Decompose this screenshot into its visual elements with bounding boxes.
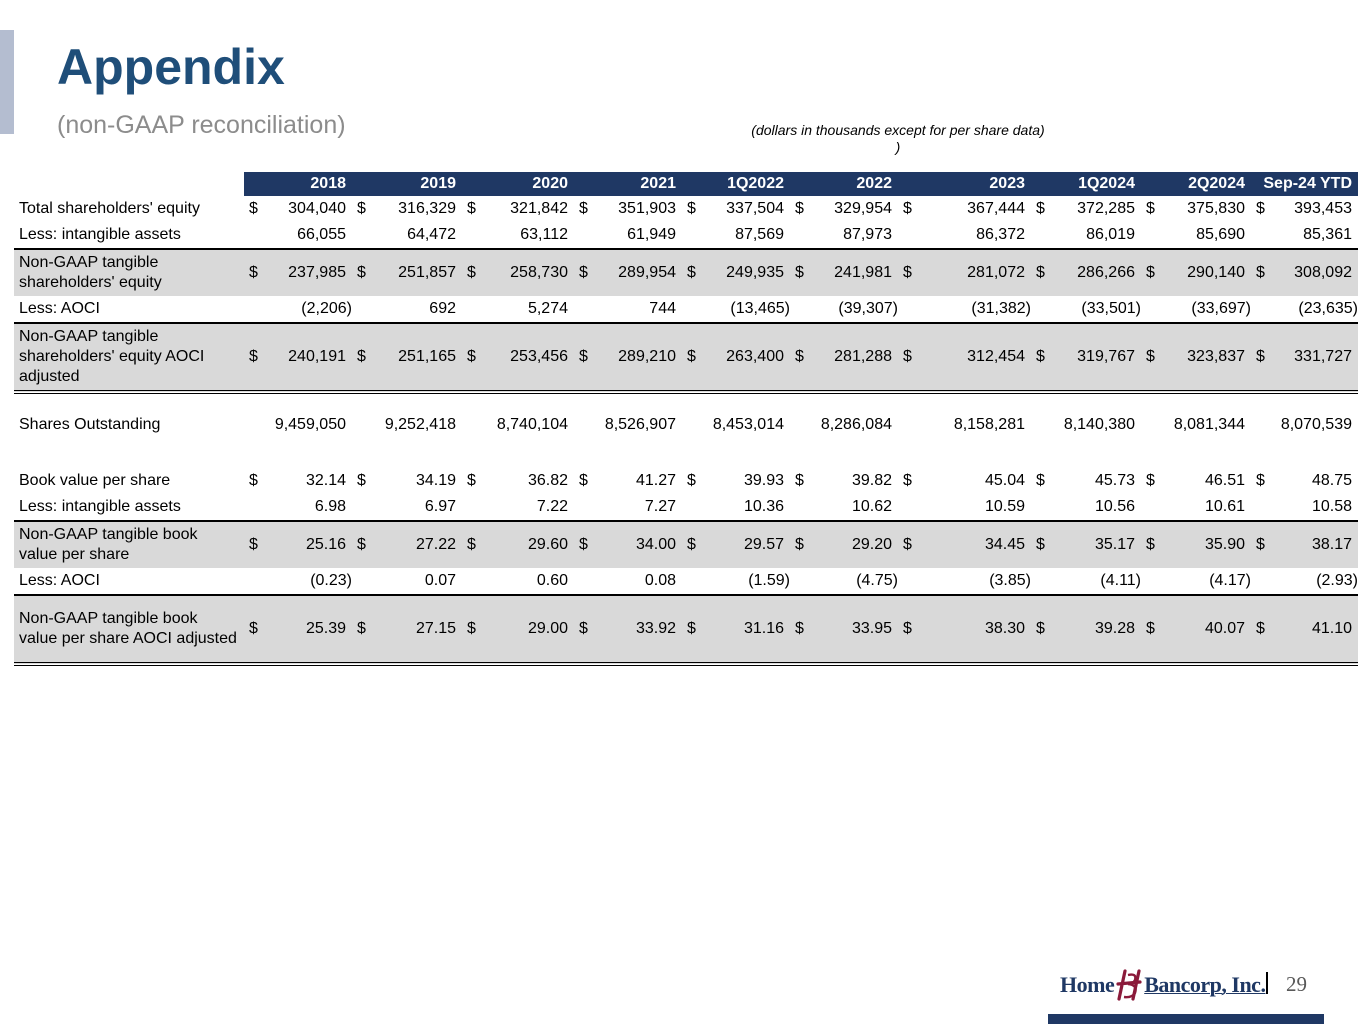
value-cell: 8,081,344	[1173, 416, 1245, 433]
value-cell: 289,954	[589, 249, 682, 296]
value-cell: 10.56	[1094, 498, 1135, 515]
table-row	[14, 323, 1358, 392]
dollar-sign-cell	[244, 568, 259, 595]
value-cell: 692	[429, 300, 456, 317]
value-cell: 312,454	[913, 323, 1031, 392]
dollar-sign-cell: $	[1251, 521, 1266, 568]
spacer-row	[14, 392, 1358, 412]
dollar-sign-cell: $	[1251, 249, 1266, 296]
value-cell: (4.17)	[1209, 572, 1251, 589]
dollar-sign-cell	[352, 222, 367, 249]
dollar-sign-cell: $	[352, 521, 367, 568]
dollar-sign-cell: $	[579, 200, 588, 217]
dollar-sign-cell	[790, 568, 805, 595]
value-cell: 29.57	[697, 521, 790, 568]
value-cell: 281,288	[805, 323, 898, 392]
dollar-sign-cell: $	[898, 521, 913, 568]
dollar-sign-cell	[244, 296, 259, 323]
dollar-sign-cell	[244, 222, 259, 249]
dollar-sign-cell: $	[682, 595, 697, 664]
page-subtitle: (non-GAAP reconciliation)	[57, 111, 346, 139]
value-cell: (39,307)	[838, 300, 898, 317]
dollar-sign-cell	[1141, 222, 1156, 249]
value-cell: 34.00	[589, 521, 682, 568]
value-cell: 38.17	[1266, 521, 1358, 568]
dollar-sign-cell: $	[574, 521, 589, 568]
table-row	[14, 222, 1358, 249]
dollar-sign-cell: $	[1141, 323, 1156, 392]
value-cell: 10.36	[743, 498, 784, 515]
dollar-sign-cell	[1031, 222, 1046, 249]
dollar-sign-cell: $	[352, 323, 367, 392]
value-cell: 281,072	[913, 249, 1031, 296]
value-cell: 36.82	[527, 472, 568, 489]
dollar-sign-cell: $	[790, 249, 805, 296]
dollar-sign-cell	[574, 494, 589, 521]
dollar-sign-cell: $	[462, 323, 477, 392]
dollar-sign-cell	[462, 568, 477, 595]
row-label: Less: AOCI	[19, 300, 100, 317]
value-cell: 9,459,050	[274, 416, 346, 433]
page-number: 29	[1286, 972, 1307, 996]
dollar-sign-cell: $	[244, 521, 259, 568]
table-row	[14, 494, 1358, 521]
dollar-sign-cell: $	[903, 200, 912, 217]
dollar-sign-cell: $	[682, 323, 697, 392]
value-cell: 393,453	[1294, 200, 1352, 217]
value-cell: (2.93)	[1316, 572, 1358, 589]
dollar-sign-cell	[1141, 296, 1156, 323]
dollar-sign-cell: $	[467, 472, 476, 489]
spacer-row	[14, 438, 1358, 468]
value-cell: (1.59)	[748, 572, 790, 589]
value-cell: 8,526,907	[604, 416, 676, 433]
dollar-sign-cell	[790, 412, 805, 438]
row-label: Non-GAAP tangible shareholders' equity	[14, 249, 244, 296]
table-row	[14, 249, 1358, 296]
dollar-sign-cell: $	[1256, 472, 1265, 489]
row-label: Non-GAAP tangible book value per share AOCI adjusted	[14, 595, 244, 664]
value-cell: (33,501)	[1081, 300, 1141, 317]
value-cell: 372,285	[1077, 200, 1135, 217]
value-cell: 85,690	[1196, 226, 1245, 243]
row-label: Book value per share	[19, 472, 171, 489]
dollar-sign-cell: $	[1036, 472, 1045, 489]
value-cell: 375,830	[1187, 200, 1245, 217]
value-cell: (3.85)	[989, 572, 1031, 589]
value-cell: 8,140,380	[1063, 416, 1135, 433]
dollar-sign-cell	[682, 222, 697, 249]
dollar-sign-cell: $	[1031, 323, 1046, 392]
dollar-sign-cell: $	[682, 249, 697, 296]
value-cell: 240,191	[259, 323, 352, 392]
dollar-sign-cell: $	[795, 200, 804, 217]
value-cell: 35.90	[1156, 521, 1251, 568]
value-cell: 86,019	[1086, 226, 1135, 243]
value-cell: 10.62	[851, 498, 892, 515]
dollar-sign-cell: $	[1036, 200, 1045, 217]
dollar-sign-cell	[1141, 412, 1156, 438]
row-label: Less: AOCI	[19, 572, 100, 589]
value-cell: 39.93	[743, 472, 784, 489]
value-cell: 289,210	[589, 323, 682, 392]
row-label: Total shareholders' equity	[19, 200, 200, 217]
column-header: 2022	[790, 172, 898, 196]
dollar-sign-cell	[898, 412, 913, 438]
value-cell: 6.97	[424, 498, 456, 515]
dollar-sign-cell	[1031, 412, 1046, 438]
dollar-sign-cell: $	[244, 323, 259, 392]
dollar-sign-cell	[1251, 568, 1266, 595]
value-cell: 35.17	[1046, 521, 1141, 568]
page-title: Appendix	[57, 39, 285, 95]
value-cell: 241,981	[805, 249, 898, 296]
reconciliation-table	[14, 172, 1358, 666]
value-cell: 319,767	[1046, 323, 1141, 392]
value-cell: 63,112	[520, 226, 568, 243]
value-cell: 0.60	[536, 572, 568, 589]
title-accent-bar	[0, 30, 14, 134]
value-cell: 33.95	[805, 595, 898, 664]
dollar-sign-cell	[574, 222, 589, 249]
footer-brand-bar	[1048, 1014, 1324, 1024]
value-cell: 6.98	[314, 498, 346, 515]
value-cell: (23,635)	[1298, 300, 1358, 317]
value-cell: 286,266	[1046, 249, 1141, 296]
dollar-sign-cell: $	[1031, 249, 1046, 296]
value-cell: 321,842	[510, 200, 568, 217]
dollar-sign-cell: $	[903, 472, 912, 489]
value-cell: 331,727	[1266, 323, 1358, 392]
dollar-sign-cell	[1031, 296, 1046, 323]
table-header-row	[14, 172, 1358, 196]
dollar-sign-cell: $	[1141, 595, 1156, 664]
value-cell: (2,206)	[301, 300, 352, 317]
dollar-sign-cell: $	[249, 472, 258, 489]
value-cell: 31.16	[697, 595, 790, 664]
column-header: 2021	[574, 172, 682, 196]
dollar-sign-cell: $	[467, 200, 476, 217]
dollar-sign-cell	[574, 568, 589, 595]
column-header: Sep-24 YTD	[1251, 172, 1358, 196]
row-label: Non-GAAP tangible shareholders' equity AOCI adjusted	[14, 323, 244, 392]
column-header: 2019	[352, 172, 462, 196]
value-cell: 8,740,104	[496, 416, 568, 433]
value-cell: 29.00	[477, 595, 574, 664]
value-cell: 33.92	[589, 595, 682, 664]
value-cell: 10.59	[984, 498, 1025, 515]
dollar-sign-cell: $	[687, 200, 696, 217]
value-cell: 39.28	[1046, 595, 1141, 664]
value-cell: 27.15	[367, 595, 462, 664]
dollar-sign-cell	[352, 412, 367, 438]
value-cell: 744	[649, 300, 676, 317]
value-cell: 64,472	[407, 226, 456, 243]
value-cell: 323,837	[1156, 323, 1251, 392]
column-header: 2018	[244, 172, 352, 196]
table-row	[14, 595, 1358, 664]
dollar-sign-cell: $	[898, 323, 913, 392]
value-cell: 25.39	[259, 595, 352, 664]
dollar-sign-cell	[352, 494, 367, 521]
value-cell: 29.60	[477, 521, 574, 568]
dollar-sign-cell	[462, 296, 477, 323]
row-label: Less: intangible assets	[19, 498, 181, 515]
dollar-sign-cell	[462, 222, 477, 249]
table-row	[14, 412, 1358, 438]
dollar-sign-cell	[1031, 568, 1046, 595]
dollar-sign-cell: $	[579, 472, 588, 489]
dollar-sign-cell: $	[357, 200, 366, 217]
value-cell: 308,092	[1266, 249, 1358, 296]
value-cell: 66,055	[297, 226, 346, 243]
table-row	[14, 468, 1358, 494]
dollar-sign-cell: $	[1141, 249, 1156, 296]
column-header: 2020	[462, 172, 574, 196]
value-cell: 10.58	[1311, 498, 1352, 515]
dollar-sign-cell	[1141, 494, 1156, 521]
dollar-sign-cell: $	[1031, 521, 1046, 568]
value-cell: 87,569	[735, 226, 784, 243]
value-cell: 7.22	[536, 498, 568, 515]
hb-monogram-icon	[1115, 969, 1143, 1001]
dollar-sign-cell: $	[574, 595, 589, 664]
column-header: 2Q2024	[1141, 172, 1251, 196]
row-label: Shares Outstanding	[19, 416, 161, 433]
company-logo	[1060, 968, 1265, 1002]
value-cell: (33,697)	[1191, 300, 1251, 317]
dollar-sign-cell	[352, 296, 367, 323]
dollar-sign-cell	[790, 494, 805, 521]
value-cell: (13,465)	[730, 300, 790, 317]
value-cell: 263,400	[697, 323, 790, 392]
dollar-sign-cell: $	[462, 521, 477, 568]
column-header: 1Q2022	[682, 172, 790, 196]
table-row	[14, 521, 1358, 568]
dollar-sign-cell	[244, 412, 259, 438]
logo-word-home: Home	[1060, 972, 1115, 997]
value-cell: 8,158,281	[953, 416, 1025, 433]
table-row	[14, 296, 1358, 323]
dollar-sign-cell: $	[352, 249, 367, 296]
value-cell: 48.75	[1311, 472, 1352, 489]
value-cell: 34.19	[415, 472, 456, 489]
value-cell: 304,040	[288, 200, 346, 217]
dollar-sign-cell: $	[462, 595, 477, 664]
dollar-sign-cell: $	[352, 595, 367, 664]
value-cell: 8,286,084	[820, 416, 892, 433]
dollar-sign-cell: $	[244, 595, 259, 664]
value-cell: 351,903	[618, 200, 676, 217]
logo-word-bancorp: Bancorp, Inc.	[1144, 972, 1266, 997]
dollar-sign-cell: $	[1146, 200, 1155, 217]
dollar-sign-cell	[574, 412, 589, 438]
column-header: 2023	[898, 172, 1031, 196]
column-header: 1Q2024	[1031, 172, 1141, 196]
table-row	[14, 568, 1358, 595]
dollar-sign-cell	[790, 222, 805, 249]
value-cell: 41.10	[1266, 595, 1358, 664]
value-cell: 39.82	[851, 472, 892, 489]
dollar-sign-cell	[462, 494, 477, 521]
page-number-separator	[1266, 972, 1268, 994]
value-cell: 40.07	[1156, 595, 1251, 664]
dollar-sign-cell: $	[790, 323, 805, 392]
dollar-sign-cell: $	[898, 595, 913, 664]
dollar-sign-cell: $	[1146, 472, 1155, 489]
value-cell: 45.73	[1094, 472, 1135, 489]
dollar-sign-cell: $	[898, 249, 913, 296]
value-cell: 8,453,014	[712, 416, 784, 433]
dollar-sign-cell	[1251, 494, 1266, 521]
value-cell: 7.27	[644, 498, 676, 515]
dollar-sign-cell: $	[574, 323, 589, 392]
dollar-sign-cell	[1251, 222, 1266, 249]
value-cell: 10.61	[1204, 498, 1245, 515]
dollar-sign-cell	[682, 494, 697, 521]
value-cell: 25.16	[259, 521, 352, 568]
value-cell: 85,361	[1303, 226, 1352, 243]
dollar-sign-cell	[462, 412, 477, 438]
dollar-sign-cell	[244, 494, 259, 521]
dollar-sign-cell: $	[795, 472, 804, 489]
value-cell: (4.75)	[856, 572, 898, 589]
dollar-sign-cell	[682, 296, 697, 323]
value-cell: 86,372	[976, 226, 1025, 243]
value-cell: 8,070,539	[1280, 416, 1352, 433]
value-cell: 237,985	[259, 249, 352, 296]
value-cell: 251,857	[367, 249, 462, 296]
value-cell: (4.11)	[1100, 572, 1141, 589]
value-cell: 249,935	[697, 249, 790, 296]
value-cell: 0.07	[424, 572, 456, 589]
dollar-sign-cell	[790, 296, 805, 323]
dollar-sign-cell	[574, 296, 589, 323]
header-label-cell	[14, 172, 244, 196]
value-cell: 38.30	[913, 595, 1031, 664]
value-cell: 0.08	[644, 572, 676, 589]
value-cell: (0.23)	[310, 572, 352, 589]
value-cell: 29.20	[805, 521, 898, 568]
value-cell: (31,382)	[971, 300, 1031, 317]
value-cell: 9,252,418	[384, 416, 456, 433]
dollar-sign-cell: $	[682, 521, 697, 568]
table-row	[14, 196, 1358, 222]
dollar-sign-cell: $	[790, 595, 805, 664]
dollar-sign-cell	[898, 296, 913, 323]
value-cell: 87,973	[843, 226, 892, 243]
units-note: (dollars in thousands except for per share data) )	[751, 122, 1045, 155]
dollar-sign-cell: $	[1256, 200, 1265, 217]
row-label: Less: intangible assets	[19, 226, 181, 243]
value-cell: 367,444	[967, 200, 1025, 217]
dollar-sign-cell	[898, 568, 913, 595]
value-cell: 337,504	[726, 200, 784, 217]
value-cell: 253,456	[477, 323, 574, 392]
dollar-sign-cell: $	[249, 200, 258, 217]
value-cell: 290,140	[1156, 249, 1251, 296]
dollar-sign-cell	[682, 568, 697, 595]
value-cell: 316,329	[398, 200, 456, 217]
dollar-sign-cell: $	[574, 249, 589, 296]
value-cell: 46.51	[1204, 472, 1245, 489]
dollar-sign-cell	[1251, 296, 1266, 323]
value-cell: 27.22	[367, 521, 462, 568]
value-cell: 5,274	[527, 300, 568, 317]
value-cell: 32.14	[305, 472, 346, 489]
value-cell: 251,165	[367, 323, 462, 392]
dollar-sign-cell	[1141, 568, 1156, 595]
dollar-sign-cell	[898, 222, 913, 249]
dollar-sign-cell	[682, 412, 697, 438]
dollar-sign-cell: $	[1251, 323, 1266, 392]
dollar-sign-cell	[1251, 412, 1266, 438]
value-cell: 61,949	[627, 226, 676, 243]
dollar-sign-cell: $	[357, 472, 366, 489]
dollar-sign-cell: $	[687, 472, 696, 489]
dollar-sign-cell: $	[1141, 521, 1156, 568]
row-label: Non-GAAP tangible book value per share	[14, 521, 244, 568]
dollar-sign-cell	[1031, 494, 1046, 521]
value-cell: 41.27	[635, 472, 676, 489]
dollar-sign-cell: $	[790, 521, 805, 568]
value-cell: 329,954	[834, 200, 892, 217]
dollar-sign-cell: $	[462, 249, 477, 296]
value-cell: 34.45	[913, 521, 1031, 568]
dollar-sign-cell	[352, 568, 367, 595]
value-cell: 258,730	[477, 249, 574, 296]
dollar-sign-cell: $	[1031, 595, 1046, 664]
dollar-sign-cell: $	[244, 249, 259, 296]
dollar-sign-cell: $	[1251, 595, 1266, 664]
dollar-sign-cell	[898, 494, 913, 521]
value-cell: 45.04	[984, 472, 1025, 489]
